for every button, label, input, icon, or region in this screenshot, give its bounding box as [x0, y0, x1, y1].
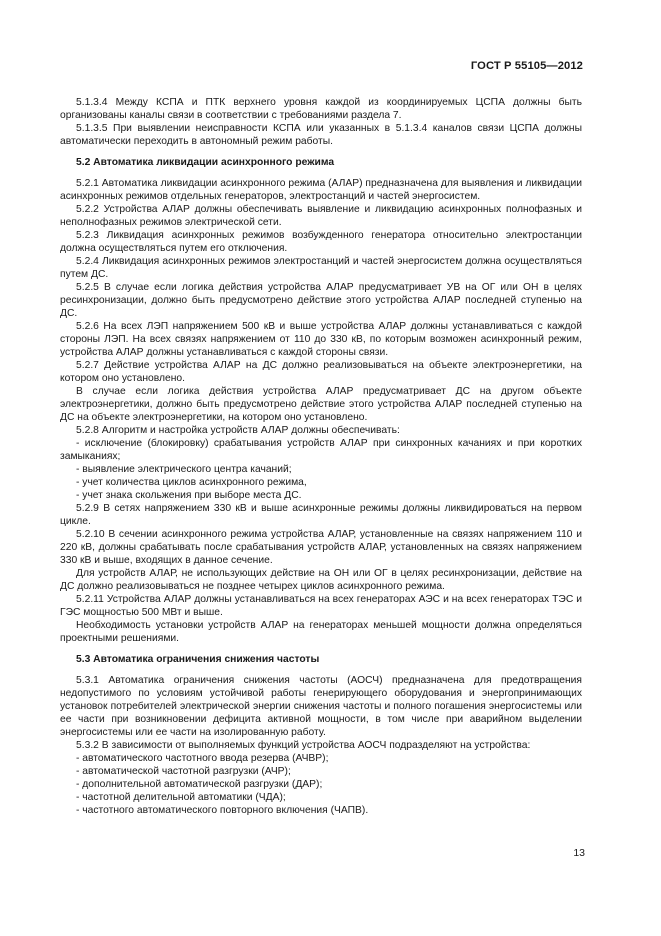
- paragraph: 5.2.7 Действие устройства АЛАР на ДС должно реализовываться на объекте электроэнергетики, на котором оно установлено.: [60, 360, 582, 384]
- list-item: - частотного автоматического повторного включения (ЧАПВ).: [76, 805, 369, 816]
- section-heading: 5.2 Автоматика ликвидации асинхронного режима: [76, 157, 335, 168]
- paragraph: 5.1.3.4 Между КСПА и ПТК верхнего уровня каждой из координируемых ЦСПА должны быть организованы каналы связи в соответствии с требованиями раздела 7.: [60, 97, 582, 121]
- list-item: - дополнительной автоматической разгрузки (ДАР);: [76, 779, 323, 790]
- list-item: - автоматического частотного ввода резерва (АЧВР);: [76, 753, 329, 764]
- paragraph: 5.2.9 В сетях напряжением 330 кВ и выше асинхронные режимы должны ликвидироваться на первом цикле.: [60, 503, 582, 527]
- paragraph: 5.1.3.5 При выявлении неисправности КСПА или указанных в 5.1.3.4 каналов связи ЦСПА должны автоматически переходить в автономный режим работы.: [60, 123, 582, 147]
- paragraph: 5.3.2 В зависимости от выполняемых функций устройства АОСЧ подразделяют на устройства:: [76, 740, 531, 751]
- paragraph: 5.3.1 Автоматика ограничения снижения частоты (АОСЧ) предназначена для предотвращения недопустимого по условиям устойчивой работы генерирующего оборудования и энергопринимающих установок потребителей электрической энергии снижения частоты и полного погашения энергосистемы или ее части при возникновении дефицита активной мощности, в том числе при аварийном выделении энергосистемы или ее части на изолированную работу.: [60, 675, 582, 738]
- list-item: - выявление электрического центра качаний;: [76, 464, 292, 475]
- page-number: 13: [573, 847, 585, 859]
- document-body: [60, 96, 582, 817]
- paragraph: Необходимость установки устройств АЛАР на генераторах меньшей мощности должна определяться проектными решениями.: [60, 620, 582, 644]
- list-item: - автоматической частотной разгрузки (АЧР);: [76, 766, 291, 777]
- paragraph: 5.2.8 Алгоритм и настройка устройств АЛАР должны обеспечивать:: [76, 425, 400, 436]
- paragraph: 5.2.3 Ликвидация асинхронных режимов возбужденного генератора относительно электростанции должна осуществляться путем его отключения.: [60, 230, 582, 254]
- list-item: - частотной делительной автоматики (ЧДА);: [76, 792, 286, 803]
- list-item: - учет количества циклов асинхронного режима,: [76, 477, 307, 488]
- paragraph: 5.2.2 Устройства АЛАР должны обеспечивать выявление и ликвидацию асинхронных полнофазных и неполнофазных режимов электрической сети.: [60, 204, 582, 228]
- paragraph: - исключение (блокировку) срабатывания устройств АЛАР при синхронных качаниях и при коротких замыканиях;: [60, 438, 582, 462]
- document-header: ГОСТ Р 55105—2012: [470, 60, 583, 72]
- section-heading: 5.3 Автоматика ограничения снижения частоты: [76, 654, 320, 665]
- paragraph: Для устройств АЛАР, не использующих действие на ОН или ОГ в целях ресинхронизации, действие на ДС должно реализовываться не позднее четырех циклов асинхронного режима.: [60, 568, 582, 592]
- paragraph: 5.2.4 Ликвидация асинхронных режимов электростанций и частей энергосистем должна осуществляться путем ДС.: [60, 256, 582, 280]
- paragraph: 5.2.5 В случае если логика действия устройства АЛАР предусматривает УВ на ОГ или ОН в целях ресинхронизации, должно быть предусмотрено действие этого устройства АЛАР последней ступенью на ДС.: [60, 282, 582, 319]
- paragraph: 5.2.10 В сечении асинхронного режима устройства АЛАР, установленные на связях напряжением 110 и 220 кВ, должны срабатывать после срабатывания устройств АЛАР, установленных на связях напряжением 330 кВ и выше, входящих в данное сечение.: [60, 529, 582, 566]
- paragraph: В случае если логика действия устройства АЛАР предусматривает ДС на другом объекте электроэнергетики, должно быть предусмотрено действие этого устройства АЛАР последней ступенью на ДС на объекте электроэнергетики, на котором оно установлено.: [60, 386, 582, 423]
- paragraph: 5.2.6 На всех ЛЭП напряжением 500 кВ и выше устройства АЛАР должны устанавливаться с каждой стороны ЛЭП. На всех связях напряжением от 110 до 330 кВ, по которым возможен асинхронный режим, устройства АЛАР должны устанавливаться с каждой стороны связи.: [60, 321, 582, 358]
- list-item: - учет знака скольжения при выборе места ДС.: [76, 490, 302, 501]
- paragraph: 5.2.1 Автоматика ликвидации асинхронного режима (АЛАР) предназначена для выявления и ликвидации асинхронных режимов отдельных генераторов, электростанций и частей энергосистем.: [60, 178, 582, 202]
- paragraph: 5.2.11 Устройства АЛАР должны устанавливаться на всех генераторах АЭС и на всех генераторах ТЭС и ГЭС мощностью 500 МВт и выше.: [60, 594, 582, 618]
